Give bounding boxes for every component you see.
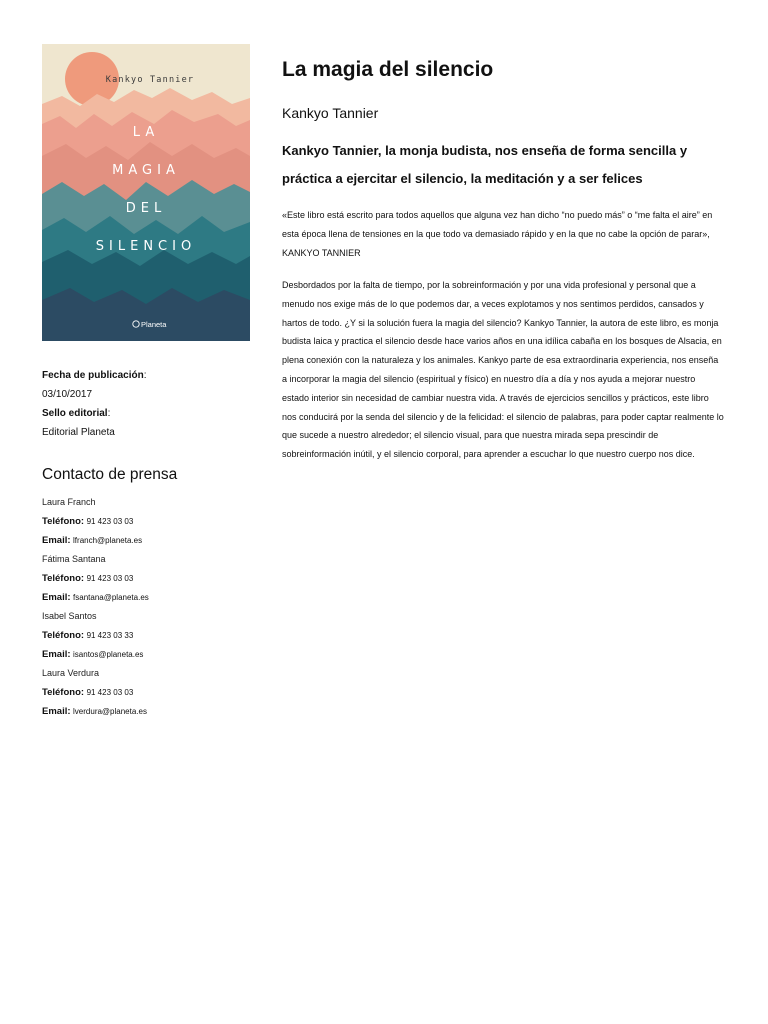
contact-entry <box>42 550 252 607</box>
contact-name: Isabel Santos <box>42 611 97 621</box>
cover-title-line-4: SILENCIO <box>95 239 197 254</box>
book-title: La magia del silencio <box>282 58 494 81</box>
phone-label: Teléfono: <box>42 687 85 698</box>
book-subtitle: Kankyo Tannier, la monja budista, nos enseña de forma sencilla y práctica a ejercitar el silencio, la meditación y a ser felices <box>282 143 688 186</box>
contact-phone: 91 423 03 03 <box>86 517 134 526</box>
contact-email[interactable]: isantos@planeta.es <box>73 650 144 659</box>
book-meta: Fecha de publicación: 03/10/2017 Sello editorial: Editorial Planeta <box>42 366 252 442</box>
contact-name: Laura Verdura <box>42 668 100 678</box>
book-quote: «Este libro está escrito para todos aquellos que alguna vez han dicho “no puedo más” o “me falta el aire” en esta época llena de tensiones en la que todo va demasiado rápido y en la que no cabe la opción de parar», KANKYO TANNIER <box>282 210 713 258</box>
contact-entry <box>42 493 252 550</box>
email-label: Email: <box>42 535 71 546</box>
contact-entry <box>42 607 252 664</box>
phone-label: Teléfono: <box>42 630 85 641</box>
press-contacts <box>42 493 252 721</box>
email-label: Email: <box>42 592 71 603</box>
pub-date-value: 03/10/2017 <box>42 389 93 400</box>
contact-email[interactable]: fsantana@planeta.es <box>73 593 149 602</box>
main-content <box>282 56 724 464</box>
contact-name: Laura Franch <box>42 497 96 507</box>
email-label: Email: <box>42 706 71 717</box>
imprint-label: Sello editorial <box>42 408 108 419</box>
pub-date-label: Fecha de publicación <box>42 370 144 381</box>
email-label: Email: <box>42 649 71 660</box>
phone-label: Teléfono: <box>42 573 85 584</box>
contact-entry <box>42 664 252 721</box>
contact-email[interactable]: lfranch@planeta.es <box>73 536 143 545</box>
book-description: Desbordados por la falta de tiempo, por la sobreinformación y por una vida profesional y personal que a menudo nos exige más de lo que podemos dar, a veces explotamos y nos sentimos perdidos, cansados y hartos de todo. ¿Y si la solución fuera la magia del silencio? Kankyo Tannier, la autora de este libro, es monja budista laica y practica el silencio desde hace varios años en una idílica cabaña en los bosques de Alsacia, en plena conexión con la naturaleza y los animales. Kankyo parte de esa extraordinaria experiencia, nos enseña a incorporar la magia del silencio (espiritual y físico) en nuestro día a día y nos ayuda a mejorar nuestro estado interior sin necesidad de cambiar nuestra vida. A través de ejercicios sencillos y prácticos, este libro nos conducirá por la senda del silencio y de la felicidad: el silencio de palabras, para poder captar realmente lo que sucede a nuestro alrededor; el silencio visual, para que nuestra mirada sepa prescindir de sobreinformación inútil, y el silencio corporal, para aprender a escuchar lo que nuestro cuerpo nos dice. <box>282 280 724 460</box>
cover-title-line-2: MAGIA <box>112 163 180 178</box>
contact-phone: 91 423 03 33 <box>86 631 134 640</box>
press-contact-title: Contacto de prensa <box>42 466 178 483</box>
cover-title-line-3: DEL <box>125 201 167 216</box>
contact-phone: 91 423 03 03 <box>86 574 134 583</box>
book-author: Kankyo Tannier <box>282 105 379 121</box>
phone-label: Teléfono: <box>42 516 85 527</box>
cover-publisher: Planeta <box>141 320 167 329</box>
cover-title-line-1: LA <box>132 125 160 140</box>
book-cover <box>42 44 250 341</box>
left-column <box>42 44 252 721</box>
cover-author: Kankyo Tannier <box>105 75 195 85</box>
imprint-value: Editorial Planeta <box>42 427 115 438</box>
contact-phone: 91 423 03 03 <box>86 688 134 697</box>
contact-email[interactable]: lverdura@planeta.es <box>73 707 147 716</box>
contact-name: Fátima Santana <box>42 554 106 564</box>
